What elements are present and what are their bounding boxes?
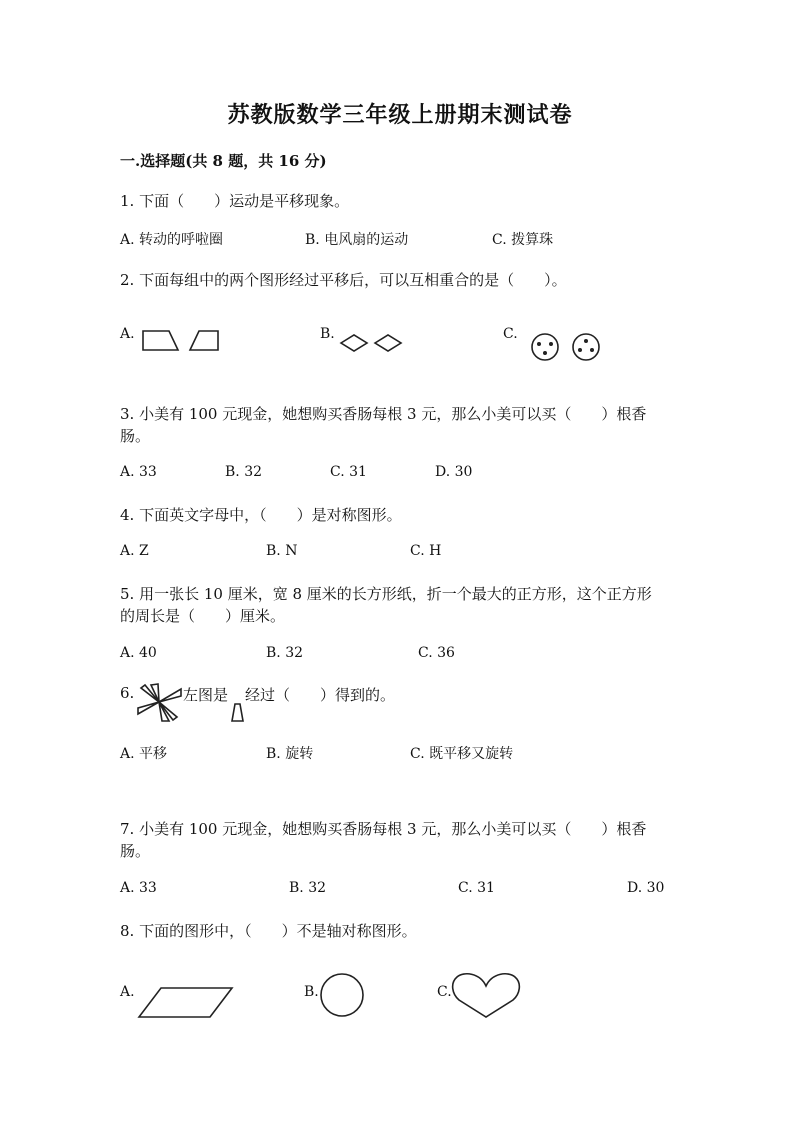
rhombus-right xyxy=(375,335,401,351)
q2-a-trapezoids-figure xyxy=(140,328,230,354)
rhombus-left xyxy=(341,335,367,351)
q1-option-c: C. 拨算珠 xyxy=(492,232,554,248)
exam-title: 苏教版数学三年级上册期末测试卷 xyxy=(227,102,573,128)
q5-option-a: A. 40 xyxy=(120,645,157,661)
question-5-line2: 的周长是（ ）厘米。 xyxy=(120,607,286,625)
question-3-line2: 肠。 xyxy=(120,427,151,445)
q2-b-rhombuses-figure xyxy=(338,332,408,354)
circle-right xyxy=(573,334,599,360)
q4-option-a: A. Z xyxy=(120,543,149,559)
question-8: 8. 下面的图形中，（ ）不是轴对称图形。 xyxy=(120,922,417,940)
q3-option-b: B. 32 xyxy=(225,464,263,480)
q6-triangle-figure xyxy=(230,703,246,723)
q2-option-a: A. xyxy=(120,326,135,342)
q4-option-c: C. H xyxy=(410,543,442,559)
trapezoid-right xyxy=(190,331,218,350)
q7-option-b: B. 32 xyxy=(289,880,327,896)
question-6-text-right: 经过（ ）得到的。 xyxy=(245,686,396,704)
question-5-line1: 5. 用一张长 10 厘米，宽 8 厘米的长方形纸，折一个最大的正方形，这个正方形 xyxy=(120,585,652,603)
q7-option-a: A. 33 xyxy=(120,880,157,896)
q7-option-d: D. 30 xyxy=(627,880,665,896)
q2-c-circles-figure xyxy=(530,333,605,363)
question-6-number: 6. xyxy=(120,684,135,702)
q8-option-c: C. xyxy=(437,984,452,1000)
section-heading: 一.选择题(共 8 题，共 16 分) xyxy=(120,152,327,170)
question-4: 4. 下面英文字母中，（ ）是对称图形。 xyxy=(120,506,402,524)
question-6-text-left: 左图是 xyxy=(183,686,229,704)
q6-option-a: A. 平移 xyxy=(120,746,168,762)
q6-option-c: C. 既平移又旋转 xyxy=(410,746,514,762)
q4-option-b: B. N xyxy=(266,543,298,559)
q3-option-d: D. 30 xyxy=(435,464,473,480)
q1-option-b: B. 电风扇的运动 xyxy=(305,232,409,248)
q6-pinwheel-figure xyxy=(137,683,183,723)
question-2: 2. 下面每组中的两个图形经过平移后，可以互相重合的是（ ）。 xyxy=(120,271,567,289)
question-7-line1: 7. 小美有 100 元现金，她想购买香肠每根 3 元，那么小美可以买（ ）根香 xyxy=(120,820,647,838)
q6-option-b: B. 旋转 xyxy=(266,746,314,762)
trapezoid-left xyxy=(143,331,178,350)
q8-option-b: B. xyxy=(304,984,319,1000)
q3-option-c: C. 31 xyxy=(330,464,367,480)
q8-c-heart-figure xyxy=(450,970,524,1020)
q3-option-a: A. 33 xyxy=(120,464,157,480)
q8-b-circle-figure xyxy=(318,971,366,1021)
q7-option-c: C. 31 xyxy=(458,880,495,896)
q8-a-parallelogram-figure xyxy=(136,985,236,1021)
question-1: 1. 下面（ ）运动是平移现象。 xyxy=(120,192,350,210)
q5-option-b: B. 32 xyxy=(266,645,304,661)
q2-option-c: C. xyxy=(503,326,518,342)
q1-option-a: A. 转动的呼啦圈 xyxy=(120,232,224,248)
question-3-line1: 3. 小美有 100 元现金，她想购买香肠每根 3 元，那么小美可以买（ ）根香 xyxy=(120,405,647,423)
q5-option-c: C. 36 xyxy=(418,645,455,661)
question-7-line2: 肠。 xyxy=(120,842,151,860)
circle-left xyxy=(532,334,558,360)
q2-option-b: B. xyxy=(320,326,335,342)
q8-option-a: A. xyxy=(120,984,135,1000)
